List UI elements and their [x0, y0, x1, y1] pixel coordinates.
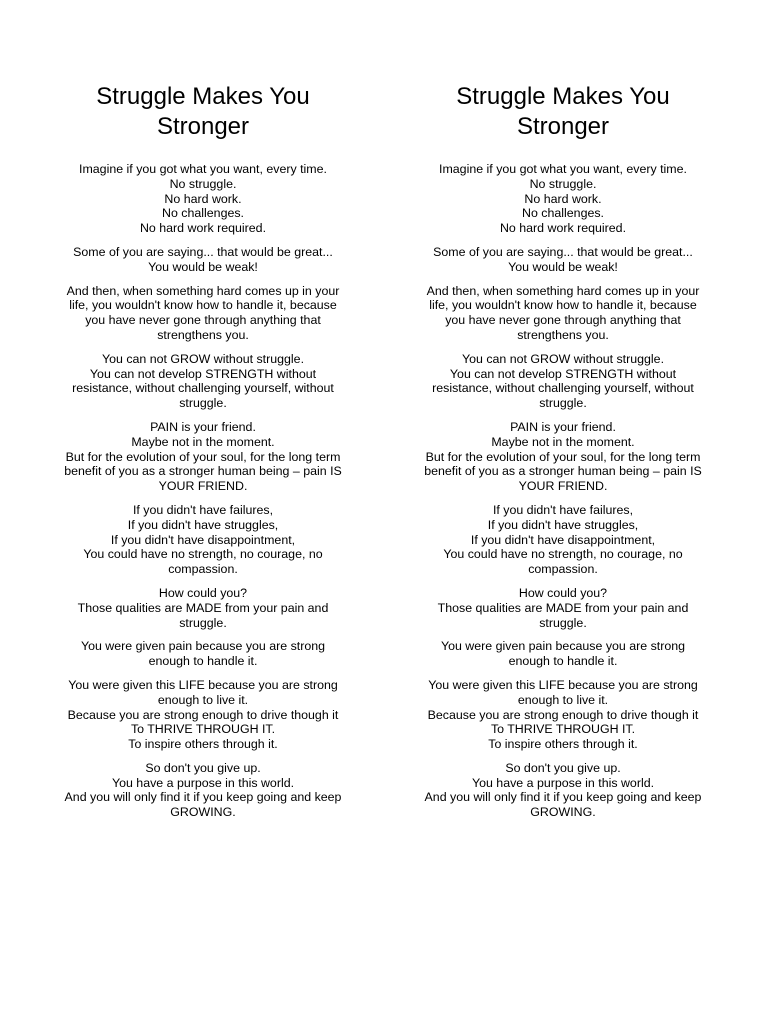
- paragraph: [38, 352, 368, 411]
- text-line: Imagine if you got what you want, every time.: [439, 162, 687, 176]
- text-line: life, you wouldn't know how to handle it, because: [69, 298, 337, 313]
- text-line: You would be weak!: [508, 259, 618, 274]
- text-line: GROWING.: [530, 805, 596, 820]
- text-line: life, you wouldn't know how to handle it, because: [429, 298, 697, 313]
- title-line: Struggle Makes You: [96, 83, 310, 110]
- text-line: If you didn't have disappointment,: [470, 532, 656, 547]
- text-line: Because you are strong enough to drive though it: [427, 707, 699, 722]
- text-line: No challenges.: [162, 206, 244, 221]
- text-line: If you didn't have failures,: [132, 502, 274, 517]
- poem-title: [398, 82, 728, 142]
- text-line: enough to handle it.: [148, 654, 258, 669]
- text-line: You were given pain because you are strong: [440, 639, 686, 654]
- paragraph: [398, 678, 728, 752]
- poem-column-right: [398, 82, 728, 829]
- text-line: you have never gone through anything that: [85, 313, 321, 328]
- text-line: To inspire others through it.: [128, 737, 278, 752]
- text-line: benefit of you as a stronger human being – pain IS: [424, 464, 702, 479]
- text-line: strengthens you.: [517, 327, 609, 342]
- text-line: enough to live it.: [517, 692, 609, 707]
- text-line: If you didn't have failures,: [492, 502, 634, 517]
- text-line: compassion.: [168, 562, 238, 577]
- paragraph: [398, 162, 728, 236]
- paragraph: [38, 678, 368, 752]
- text-line: Because you are strong enough to drive though it: [67, 707, 339, 722]
- text-line: And you will only find it if you keep going and keep: [424, 790, 702, 805]
- poem-column-left: [38, 82, 368, 829]
- paragraph: [38, 639, 368, 669]
- text-line: enough to live it.: [157, 692, 249, 707]
- text-line: You have a purpose in this world.: [471, 775, 655, 790]
- paragraph: [398, 245, 728, 275]
- paragraph: [38, 245, 368, 275]
- paragraph: [398, 503, 728, 577]
- text-line: Some of you are saying... that would be great...: [433, 244, 693, 259]
- text-line: Those qualities are MADE from your pain and: [437, 600, 689, 615]
- paragraph: [38, 284, 368, 343]
- paragraph: [398, 586, 728, 630]
- text-line: And you will only find it if you keep going and keep: [64, 790, 342, 805]
- text-line: No struggle.: [169, 176, 237, 191]
- text-line: Imagine if you got what you want, every time.: [79, 162, 327, 176]
- text-line: And then, when something hard comes up in your: [66, 283, 340, 298]
- text-line: struggle.: [539, 615, 587, 630]
- text-line: No hard work.: [164, 191, 242, 206]
- poem-title: [38, 82, 368, 142]
- text-line: So don't you give up.: [145, 760, 261, 775]
- text-line: Those qualities are MADE from your pain and: [77, 600, 329, 615]
- paragraph: [398, 761, 728, 820]
- text-line: Maybe not in the moment.: [491, 434, 635, 449]
- text-line: To THRIVE THROUGH IT.: [130, 722, 276, 737]
- title-line: Stronger: [156, 113, 250, 140]
- text-line: You can not develop STRENGTH without: [89, 366, 317, 381]
- text-line: How could you?: [518, 585, 608, 600]
- text-line: YOUR FRIEND.: [518, 479, 608, 494]
- paragraph: [38, 503, 368, 577]
- text-line: But for the evolution of your soul, for the long term: [425, 449, 701, 464]
- text-line: You were given pain because you are strong: [80, 639, 326, 654]
- paragraph: [38, 420, 368, 494]
- text-line: You would be weak!: [148, 259, 258, 274]
- paragraph: [38, 162, 368, 236]
- text-line: resistance, without challenging yourself, without: [72, 381, 334, 396]
- text-line: resistance, without challenging yourself, without: [432, 381, 694, 396]
- paragraph: [398, 284, 728, 343]
- text-line: You can not develop STRENGTH without: [449, 366, 677, 381]
- text-line: And then, when something hard comes up in your: [426, 283, 700, 298]
- text-line: You could have no strength, no courage, no: [83, 547, 323, 562]
- text-line: You could have no strength, no courage, no: [443, 547, 683, 562]
- paragraph: [398, 352, 728, 411]
- text-line: To inspire others through it.: [488, 737, 638, 752]
- text-line: struggle.: [539, 396, 587, 411]
- text-line: compassion.: [528, 562, 598, 577]
- text-line: Some of you are saying... that would be great...: [73, 244, 333, 259]
- text-line: strengthens you.: [157, 327, 249, 342]
- text-line: PAIN is your friend.: [510, 419, 616, 434]
- title-line: Stronger: [516, 113, 610, 140]
- text-line: You were given this LIFE because you are strong: [428, 677, 698, 692]
- text-line: No hard work.: [524, 191, 602, 206]
- text-line: If you didn't have disappointment,: [110, 532, 296, 547]
- text-line: No hard work required.: [139, 221, 267, 236]
- text-line: If you didn't have struggles,: [127, 517, 279, 532]
- text-line: enough to handle it.: [508, 654, 618, 669]
- paragraph: [398, 420, 728, 494]
- text-line: struggle.: [179, 615, 227, 630]
- text-line: But for the evolution of your soul, for the long term: [65, 449, 341, 464]
- text-line: So don't you give up.: [505, 760, 621, 775]
- text-line: No hard work required.: [499, 221, 627, 236]
- text-line: To THRIVE THROUGH IT.: [490, 722, 636, 737]
- text-line: No challenges.: [522, 206, 604, 221]
- paragraph: [38, 761, 368, 820]
- text-line: you have never gone through anything that: [445, 313, 681, 328]
- text-line: No struggle.: [529, 176, 597, 191]
- text-line: YOUR FRIEND.: [158, 479, 248, 494]
- text-line: If you didn't have struggles,: [487, 517, 639, 532]
- text-line: You can not GROW without struggle.: [461, 351, 665, 366]
- text-line: GROWING.: [170, 805, 236, 820]
- text-line: benefit of you as a stronger human being – pain IS: [64, 464, 342, 479]
- text-line: You can not GROW without struggle.: [101, 351, 305, 366]
- text-line: Maybe not in the moment.: [131, 434, 275, 449]
- text-line: struggle.: [179, 396, 227, 411]
- paragraph: [398, 639, 728, 669]
- title-line: Struggle Makes You: [456, 83, 670, 110]
- paragraph: [38, 586, 368, 630]
- text-line: You have a purpose in this world.: [111, 775, 295, 790]
- text-line: PAIN is your friend.: [150, 419, 256, 434]
- text-line: How could you?: [158, 585, 248, 600]
- text-line: You were given this LIFE because you are strong: [68, 677, 338, 692]
